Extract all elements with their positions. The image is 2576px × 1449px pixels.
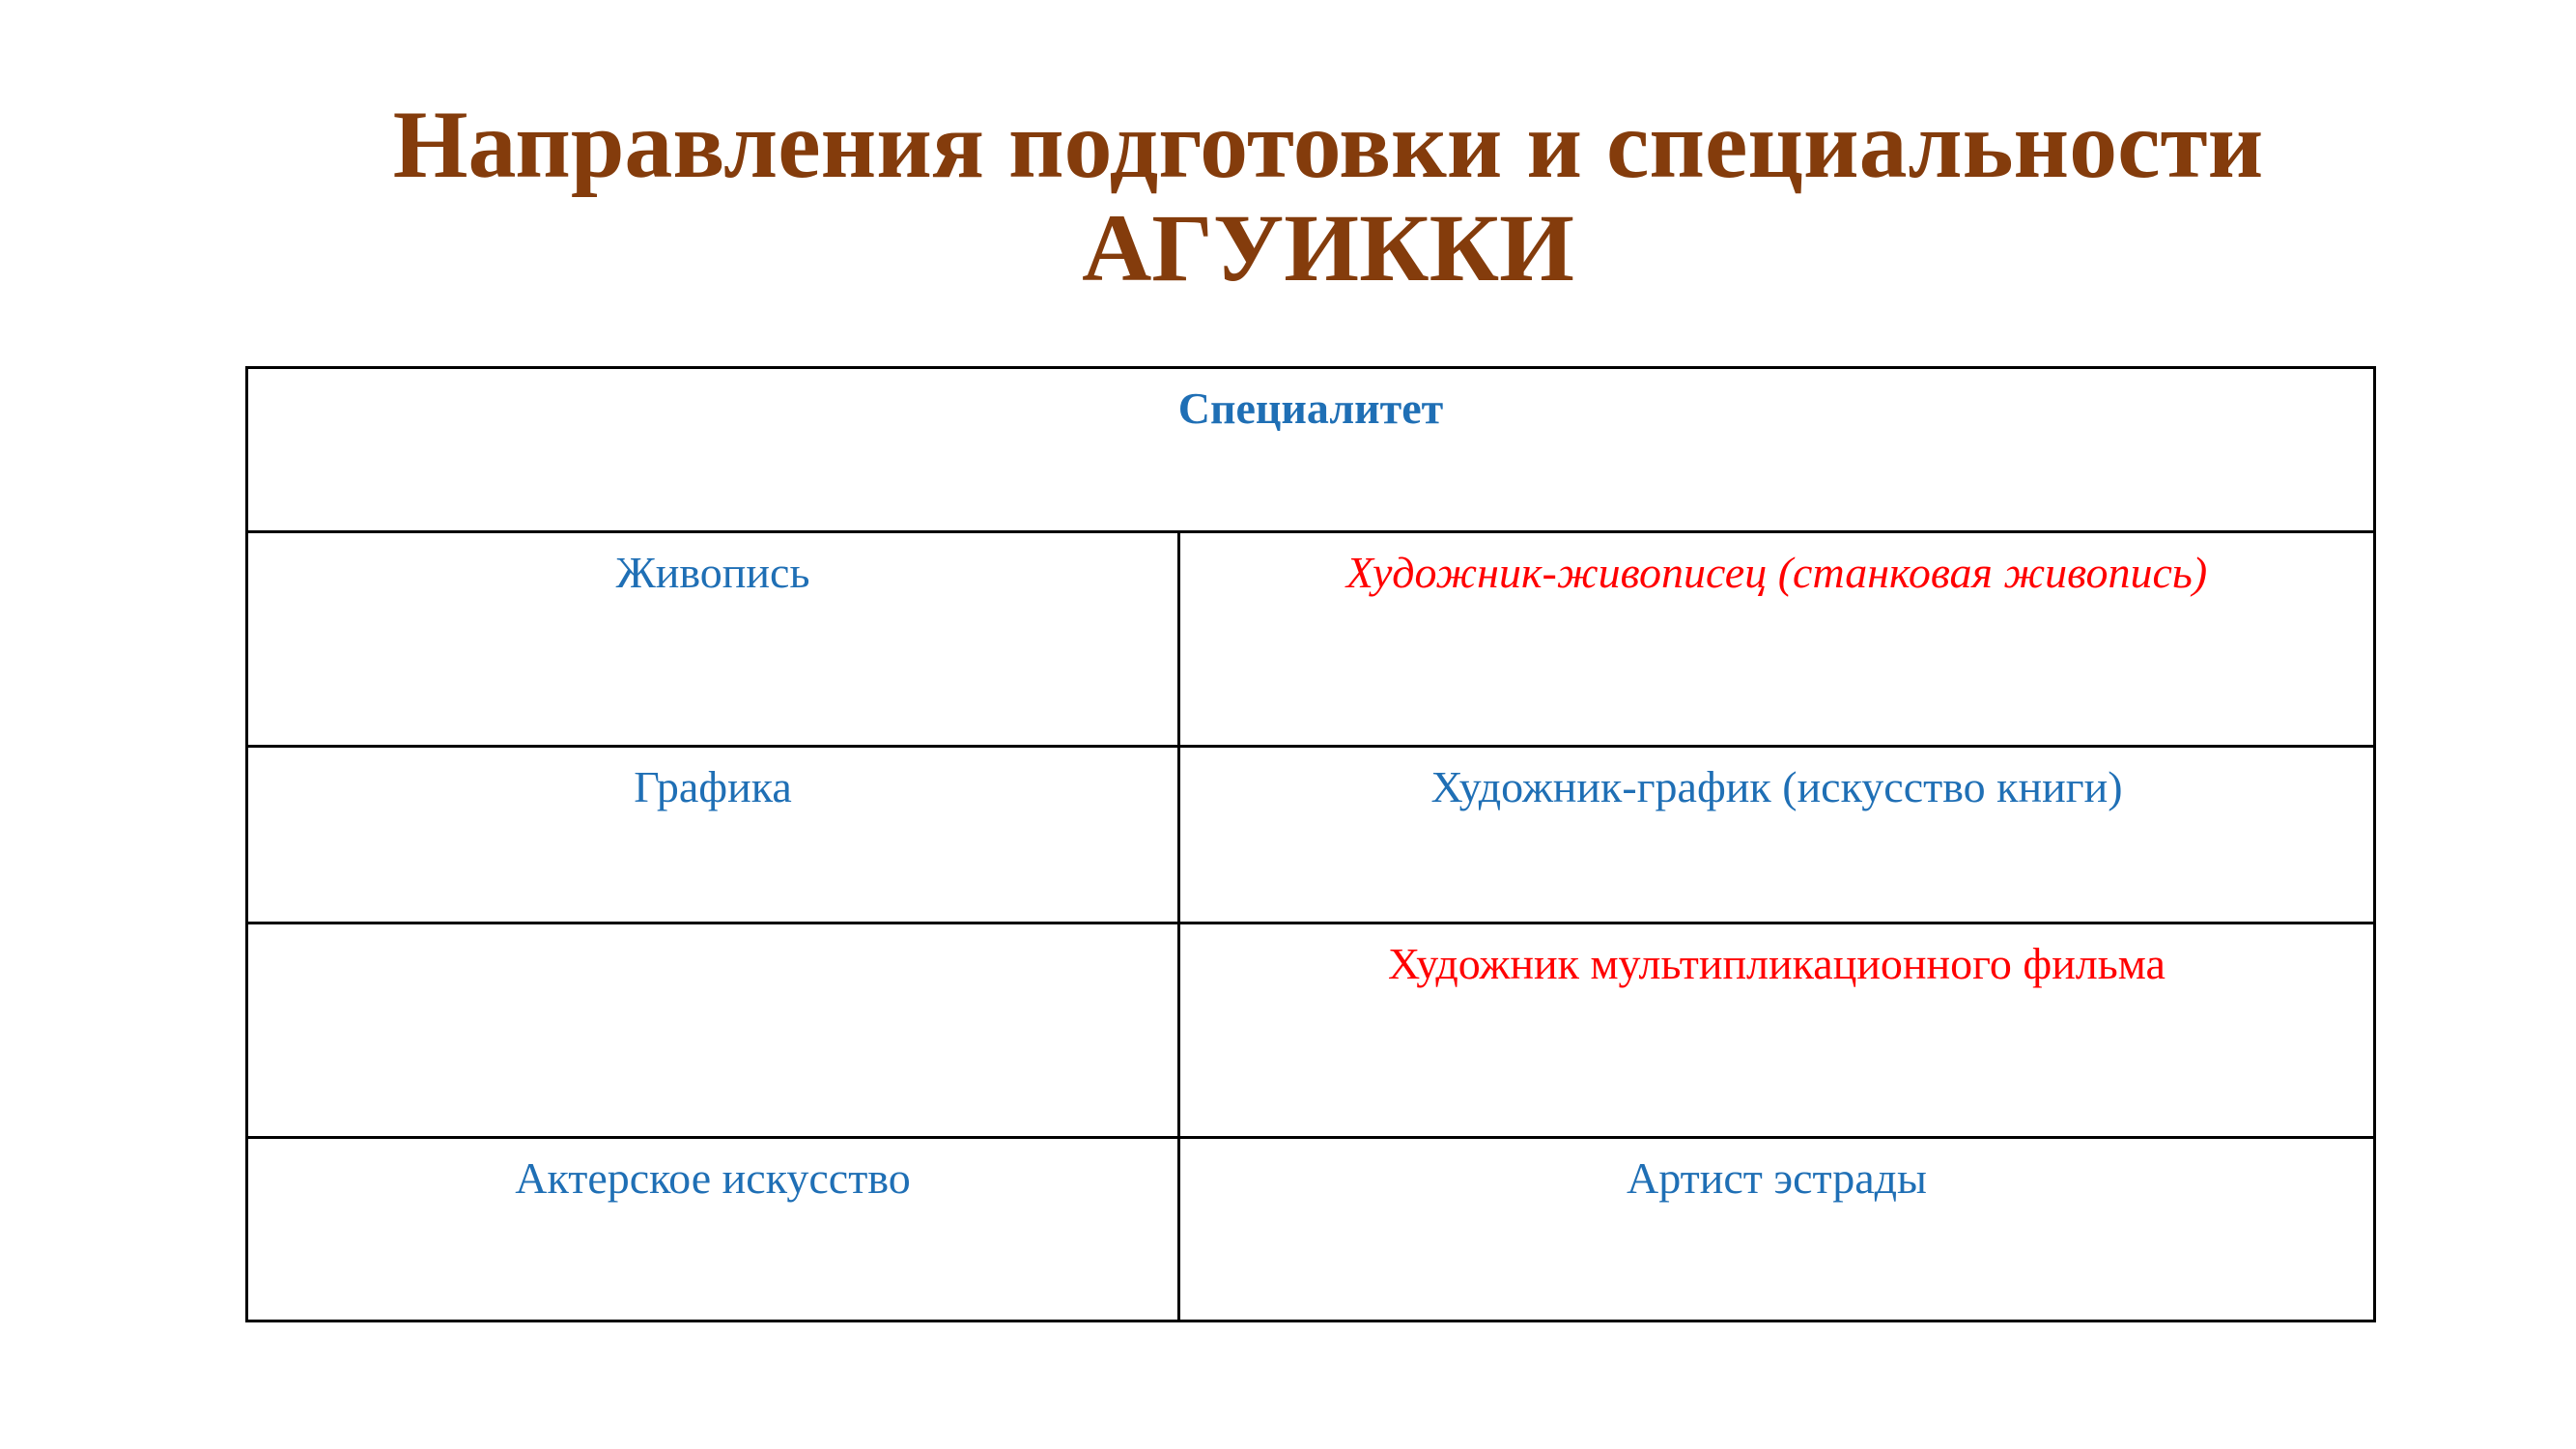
direction-cell <box>247 923 1179 1138</box>
table-row <box>247 532 2375 747</box>
specialty-cell: Художник-график (искусство книги) <box>1179 747 2375 923</box>
slide-title-line-2: АГУИККИ <box>1082 194 1574 301</box>
table-row <box>247 923 2375 1138</box>
table-header-row <box>247 368 2375 532</box>
specialty-cell: Художник-живописец (станковая живопись) <box>1179 532 2375 747</box>
table-header-cell: Специалитет <box>247 368 2375 532</box>
direction-cell: Графика <box>247 747 1179 923</box>
slide-title <box>0 93 2576 299</box>
specialty-cell: Артист эстрады <box>1179 1138 2375 1321</box>
table-row <box>247 1138 2375 1321</box>
table-row <box>247 747 2375 923</box>
specialty-cell: Художник мультипликационного фильма <box>1179 923 2375 1138</box>
direction-cell: Живопись <box>247 532 1179 747</box>
specialties-table <box>245 366 2376 1322</box>
direction-cell: Актерское искусство <box>247 1138 1179 1321</box>
slide-title-line-1: Направления подготовки и специальности <box>392 91 2264 198</box>
